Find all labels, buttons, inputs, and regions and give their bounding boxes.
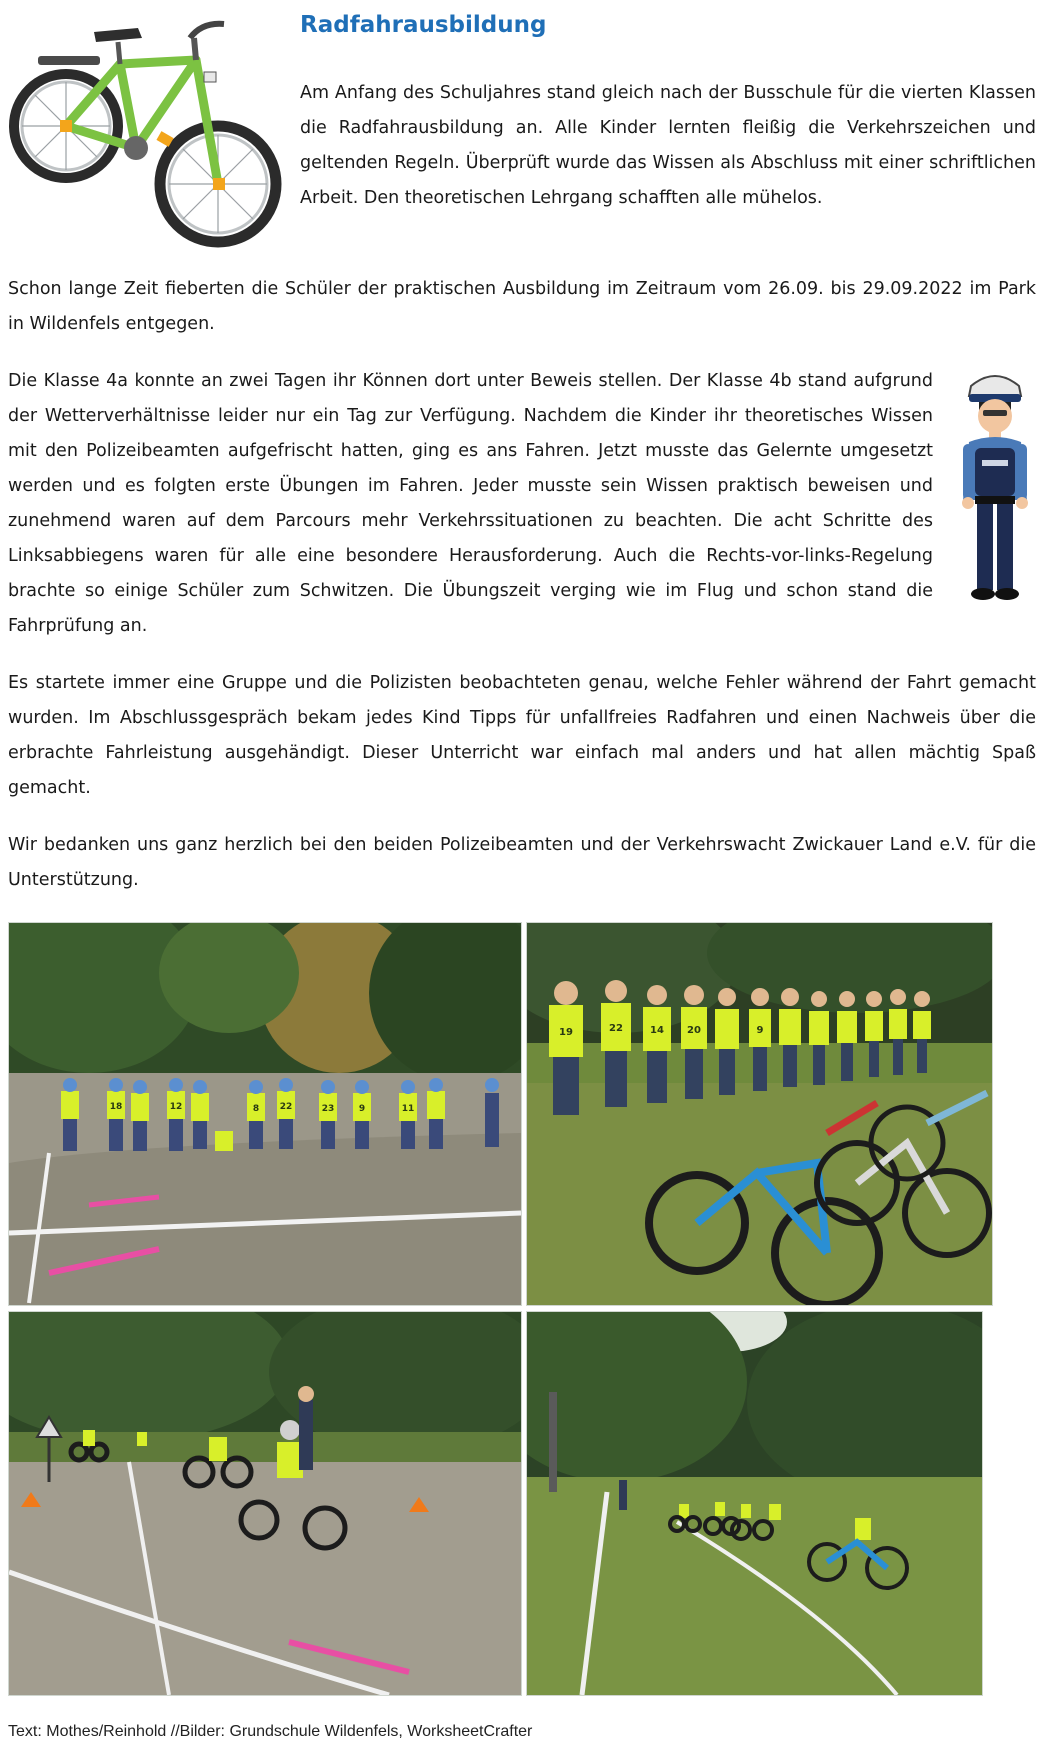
paragraph-exam: Es startete immer eine Gruppe und die Polizisten beobachteten genau, welche Fehler während der Fahrt gemacht wurden. Im Abschlussgespräch bekam jedes Kind Tipps für unfallfreies Radfahren und einen Nachweis über die erbrachte Fahrleistung ausgehändigt. Dieser Unterricht war einfach mal anders und hat allen mächtig Spaß gemacht. <box>8 673 1036 798</box>
vest-number: 14 <box>650 1025 664 1036</box>
paragraph-intro: Am Anfang des Schuljahres stand gleich nach der Busschule für die vierten Klassen die Radfahrausbildung an. Alle Kinder lernten fleißig die Verkehrszeichen und geltenden Regeln. Überprüft wurde das Wissen als Abschluss mit einer schriftlichen Arbeit. Den theoretischen Lehrgang schafften alle mühelos. <box>300 83 1036 208</box>
vest-number: 11 <box>401 1104 415 1114</box>
vest-number: 8 <box>252 1104 260 1114</box>
photo-credit: Text: Mothes/Reinhold //Bilder: Grundschule Wildenfels, WorksheetCrafter <box>8 1723 533 1740</box>
vest-number: 22 <box>279 1102 293 1112</box>
vest-number: 22 <box>609 1023 623 1034</box>
paragraph-thanks: Wir bedanken uns ganz herzlich bei den beiden Polizeibeamten und der Verkehrswacht Zwickauer Land e.V. für die Unterstützung. <box>8 835 1036 890</box>
vest-number: 18 <box>109 1102 123 1112</box>
vest-number: 9 <box>756 1025 764 1036</box>
vest-number: 20 <box>687 1025 701 1036</box>
vest-number: 19 <box>559 1027 573 1038</box>
vest-number: 12 <box>169 1102 183 1112</box>
paragraph-training: Die Klasse 4a konnte an zwei Tagen ihr Können dort unter Beweis stellen. Der Klasse 4b stand aufgrund der Wetterverhältnisse leider nur ein Tag zur Verfügung. Nachdem die Kinder ihr theoretisches Wissen mit den Polizeibeamten aufgefrischt hatten, ging es ans Fahren. Jetzt musste das Gelernte umgesetzt werden und es folgten erste Übungen im Fahren. Jeder musste sein Wissen praktisch beweisen und zunehmend waren auf dem Parcours mehr Verkehrssituationen zu beachten. Die acht Schritte des Linksabbiegens waren für alle eine besondere Herausforderung. Auch die Rechts-vor-links-Regelung brachte so einige Schüler zum Schwitzen. Die Übungszeit verging wie im Flug und schon stand die Fahrprüfung an. <box>8 371 933 636</box>
police-officer-clipart <box>955 370 1035 610</box>
vest-number: 9 <box>358 1104 366 1114</box>
children-group-on-gravel-course-photo <box>8 922 522 1306</box>
children-with-bicycles-on-grass-photo <box>526 922 993 1306</box>
article-title: Radfahrausbildung <box>300 12 547 38</box>
children-riding-bicycles-course-photo <box>8 1311 522 1696</box>
paragraph-schedule: Schon lange Zeit fieberten die Schüler der praktischen Ausbildung im Zeitraum vom 26.09. bis 29.09.2022 im Park in Wildenfels entgegen. <box>8 279 1036 334</box>
vest-number: 23 <box>321 1104 335 1114</box>
bicycle-clipart <box>8 8 284 252</box>
children-riding-in-park-photo <box>526 1311 983 1696</box>
